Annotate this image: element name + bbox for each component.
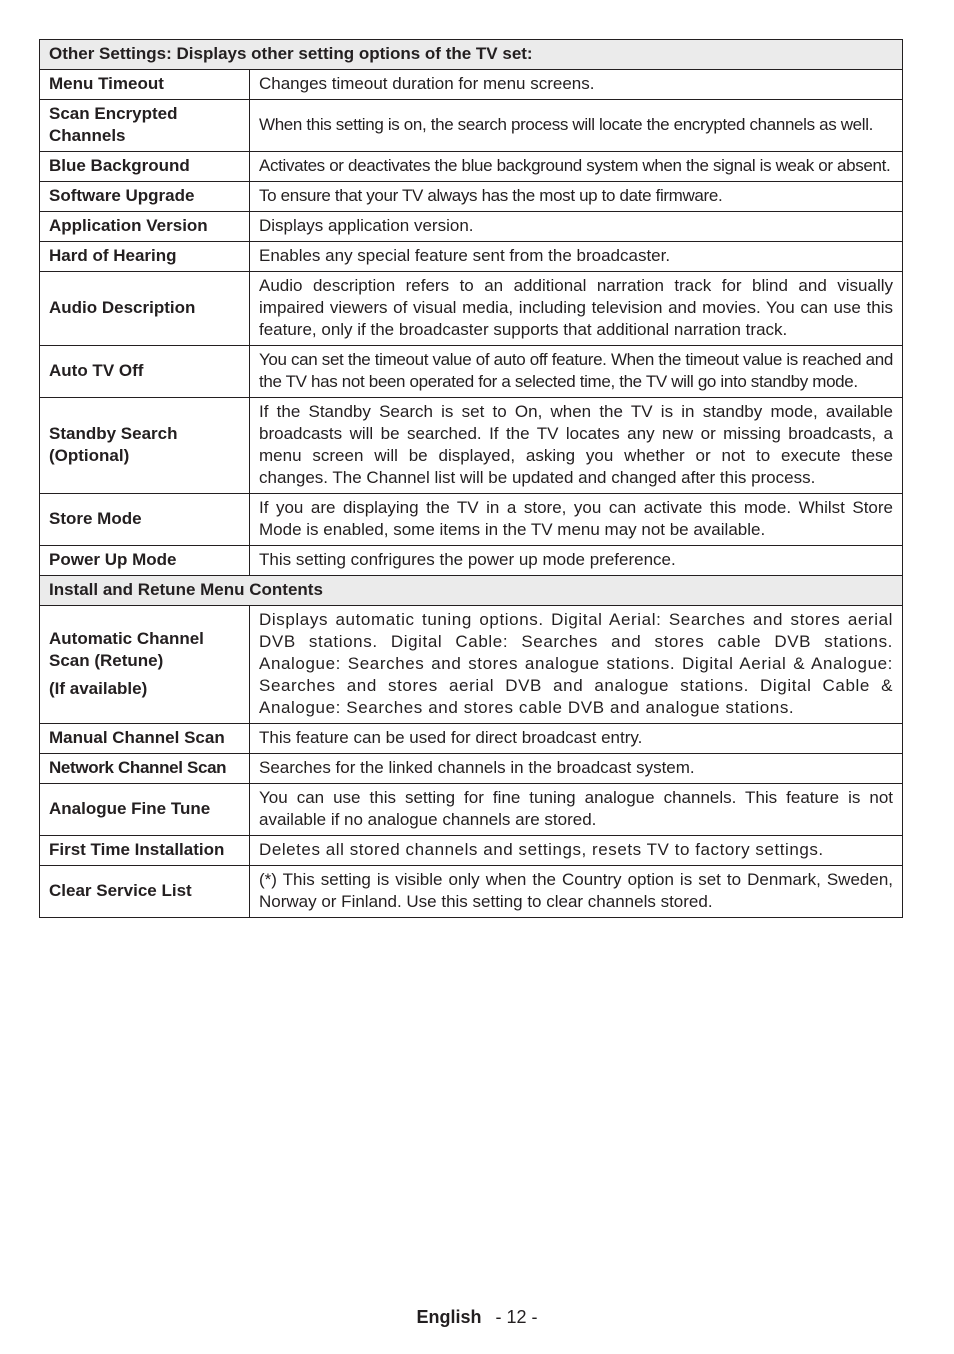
row-label-auto-tv-off: Auto TV Off <box>40 346 250 398</box>
row-label-application-version: Application Version <box>40 212 250 242</box>
row-desc-automatic-channel-scan: Displays automatic tuning options. Digital Aerial: Searches and stores aerial DVB stations. Digital Cable: Searches and stores cable DVB stations. Analogue: Searches and stores analogue stations. Digital Aerial & Analogue: Searches and stores aerial DVB and analogue stations. Digital Cable & Analogue: Searches and stores cable DVB and analogue stations. <box>250 606 903 724</box>
section-header-row <box>40 576 903 606</box>
settings-table <box>39 39 903 918</box>
table-row <box>40 866 903 918</box>
row-label-menu-timeout: Menu Timeout <box>40 70 250 100</box>
row-desc-menu-timeout: Changes timeout duration for menu screens. <box>250 70 903 100</box>
table-row <box>40 212 903 242</box>
row-label-standby-search: Standby Search (Optional) <box>40 398 250 494</box>
section-title-install-retune: Install and Retune Menu Contents <box>40 576 903 606</box>
section-title-other-settings: Other Settings: Displays other setting options of the TV set: <box>40 40 903 70</box>
table-row <box>40 836 903 866</box>
row-label-scan-encrypted-channels: Scan Encrypted Channels <box>40 100 250 152</box>
row-desc-network-channel-scan: Searches for the linked channels in the broadcast system. <box>250 754 903 784</box>
table-row <box>40 398 903 494</box>
row-label-hard-of-hearing: Hard of Hearing <box>40 242 250 272</box>
table-row <box>40 152 903 182</box>
row-label-automatic-channel-scan: Automatic Channel Scan (Retune) <box>49 629 204 670</box>
row-label-manual-channel-scan: Manual Channel Scan <box>40 724 250 754</box>
row-desc-audio-description: Audio description refers to an additional narration track for blind and visually impaired viewers of visual media, including television and movies. You can use this feature, only if the broadcaster supports that additional narration track. <box>250 272 903 346</box>
table-row <box>40 546 903 576</box>
table-row <box>40 494 903 546</box>
row-sublabel-if-available: (If available) <box>49 679 148 698</box>
table-row <box>40 182 903 212</box>
row-label-network-channel-scan: Network Channel Scan <box>40 754 250 784</box>
row-label-store-mode: Store Mode <box>40 494 250 546</box>
row-desc-hard-of-hearing: Enables any special feature sent from the broadcaster. <box>250 242 903 272</box>
row-label-power-up-mode: Power Up Mode <box>40 546 250 576</box>
row-desc-analogue-fine-tune: You can use this setting for fine tuning analogue channels. This feature is not available if no analogue channels are stored. <box>250 784 903 836</box>
row-desc-software-upgrade: To ensure that your TV always has the most up to date firmware. <box>250 182 903 212</box>
page-footer <box>0 1305 954 1329</box>
row-label-blue-background: Blue Background <box>40 152 250 182</box>
table-row <box>40 346 903 398</box>
table-row <box>40 272 903 346</box>
footer-page-number: - 12 - <box>495 1307 538 1327</box>
table-row <box>40 100 903 152</box>
row-desc-standby-search: If the Standby Search is set to On, when the TV is in standby mode, available broadcasts will be searched. If the TV locates any new or missing broadcasts, a menu screen will be displayed, asking you whether or not to execute these changes. The Channel list will be updated and changed after this process. <box>250 398 903 494</box>
row-desc-scan-encrypted-channels: When this setting is on, the search process will locate the encrypted channels as well. <box>250 100 903 152</box>
row-label-cell-automatic-channel-scan <box>40 606 250 724</box>
table-row <box>40 754 903 784</box>
row-label-analogue-fine-tune: Analogue Fine Tune <box>40 784 250 836</box>
section-header-row <box>40 40 903 70</box>
table-row <box>40 70 903 100</box>
row-desc-first-time-installation: Deletes all stored channels and settings, resets TV to factory settings. <box>250 836 903 866</box>
table-row <box>40 242 903 272</box>
row-desc-manual-channel-scan: This feature can be used for direct broadcast entry. <box>250 724 903 754</box>
row-label-first-time-installation: First Time Installation <box>40 836 250 866</box>
row-desc-auto-tv-off: You can set the timeout value of auto off feature. When the timeout value is reached and the TV has not been operated for a selected time, the TV will go into standby mode. <box>250 346 903 398</box>
row-desc-power-up-mode: This setting confrigures the power up mode preference. <box>250 546 903 576</box>
footer-language: English <box>416 1307 482 1327</box>
row-desc-store-mode: If you are displaying the TV in a store, you can activate this mode. Whilst Store Mode is enabled, some items in the TV menu may not be available. <box>250 494 903 546</box>
table-row <box>40 606 903 724</box>
table-row <box>40 784 903 836</box>
row-label-clear-service-list: Clear Service List <box>40 866 250 918</box>
row-label-software-upgrade: Software Upgrade <box>40 182 250 212</box>
row-desc-application-version: Displays application version. <box>250 212 903 242</box>
row-desc-blue-background: Activates or deactivates the blue background system when the signal is weak or absent. <box>250 152 903 182</box>
row-label-audio-description: Audio Description <box>40 272 250 346</box>
table-row <box>40 724 903 754</box>
row-desc-clear-service-list: (*) This setting is visible only when the Country option is set to Denmark, Sweden, Norway or Finland. Use this setting to clear channels stored. <box>250 866 903 918</box>
